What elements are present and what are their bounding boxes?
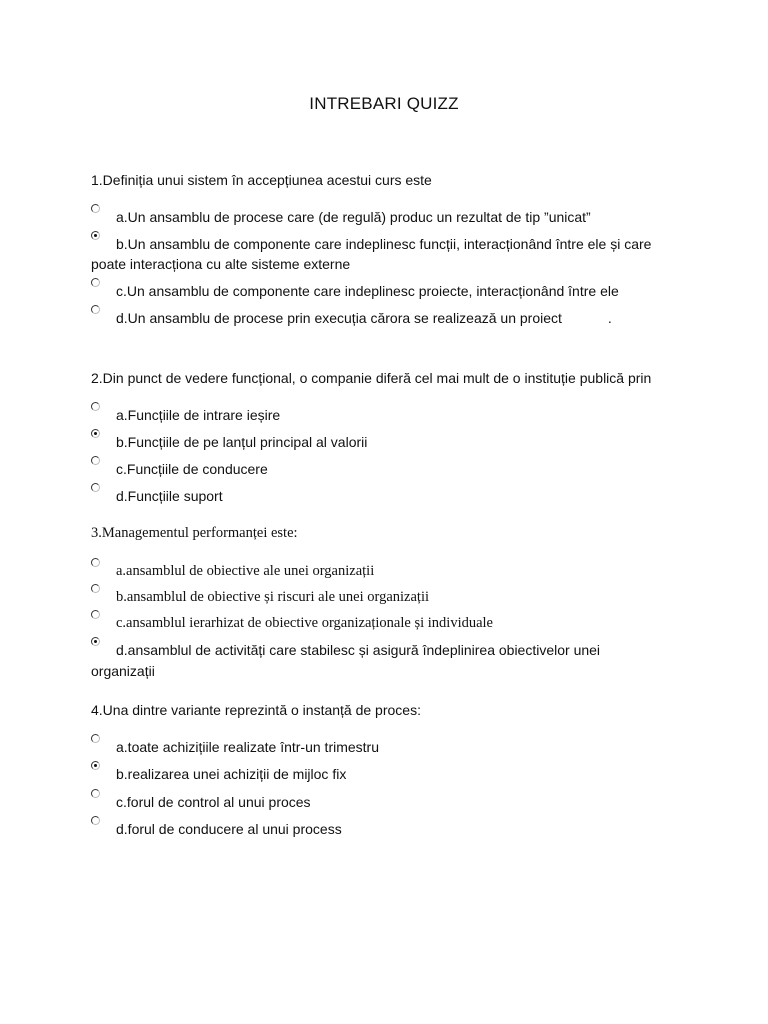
option-q3-b xyxy=(91,587,691,607)
option-q1-d-label: d.Un ansamblu de procese prin execuția cărora se realizează un proiect xyxy=(116,310,562,326)
option-q1-c xyxy=(91,281,691,301)
question-3-text: 3.Managementul performanței este: xyxy=(91,525,298,541)
option-q2-c xyxy=(91,459,691,479)
option-q3-d-label: d.ansamblul de activități care stabilesc și asigură îndeplinirea obiectivelor unei xyxy=(116,642,601,658)
option-q2-a-label: a.Funcțiile de intrare ieșire xyxy=(116,407,281,423)
option-q3-c xyxy=(91,613,691,633)
option-q2-c-label: c.Funcțiile de conducere xyxy=(116,461,268,477)
option-q3-c-label: c.ansamblul ierarhizat de obiective organizaționale și individuale xyxy=(116,615,493,631)
option-q2-b-label: b.Funcțiile de pe lanțul principal al valorii xyxy=(116,434,368,450)
option-q1-b-continuation: poate interacționa cu alte sisteme externe xyxy=(91,256,351,272)
question-4-text: 4.Una dintre variante reprezintă o instanță de proces: xyxy=(91,702,421,718)
option-q4-a-label: a.toate achizițiile realizate într-un trimestru xyxy=(116,739,379,755)
option-q1-b-label: b.Un ansamblu de componente care indeplinesc funcții, interacționând între ele și care xyxy=(116,236,652,252)
option-q1-a-label: a.Un ansamblu de procese care (de regulă) produc un rezultat de tip ”unicat” xyxy=(116,209,591,225)
option-q1-d xyxy=(91,308,691,328)
question-1-text: 1.Definiția unui sistem în accepțiunea acestui curs este xyxy=(91,172,432,188)
option-q2-b xyxy=(91,432,691,452)
option-q3-b-label: b.ansamblul de obiective și riscuri ale unei organizații xyxy=(116,589,429,605)
option-q3-a xyxy=(91,561,691,581)
option-q3-d xyxy=(91,640,691,660)
option-q4-b xyxy=(91,764,691,784)
option-q4-b-label: b.realizarea unei achiziții de mijloc fix xyxy=(116,766,347,782)
option-q4-a xyxy=(91,737,691,757)
option-q1-c-label: c.Un ansamblu de componente care indeplinesc proiecte, interacționând între ele xyxy=(116,283,619,299)
option-q3-d-continuation: organizații xyxy=(91,663,155,679)
option-q1-a xyxy=(91,207,691,227)
option-q4-d xyxy=(91,819,691,839)
question-2-text: 2.Din punct de vedere funcțional, o companie diferă cel mai mult de o instituție publică prin xyxy=(91,370,652,386)
option-q3-a-label: a.ansamblul de obiective ale unei organizații xyxy=(116,563,375,579)
option-q1-b xyxy=(91,234,691,254)
option-q2-a xyxy=(91,405,691,425)
option-q4-c xyxy=(91,792,691,812)
page-title: INTREBARI QUIZZ xyxy=(309,94,459,113)
option-q1-d-trail: . xyxy=(607,310,612,326)
option-q4-c-label: c.forul de control al unui proces xyxy=(116,794,311,810)
option-q4-d-label: d.forul de conducere al unui process xyxy=(116,821,342,837)
option-q2-d xyxy=(91,486,691,506)
option-q2-d-label: d.Funcțiile suport xyxy=(116,488,223,504)
